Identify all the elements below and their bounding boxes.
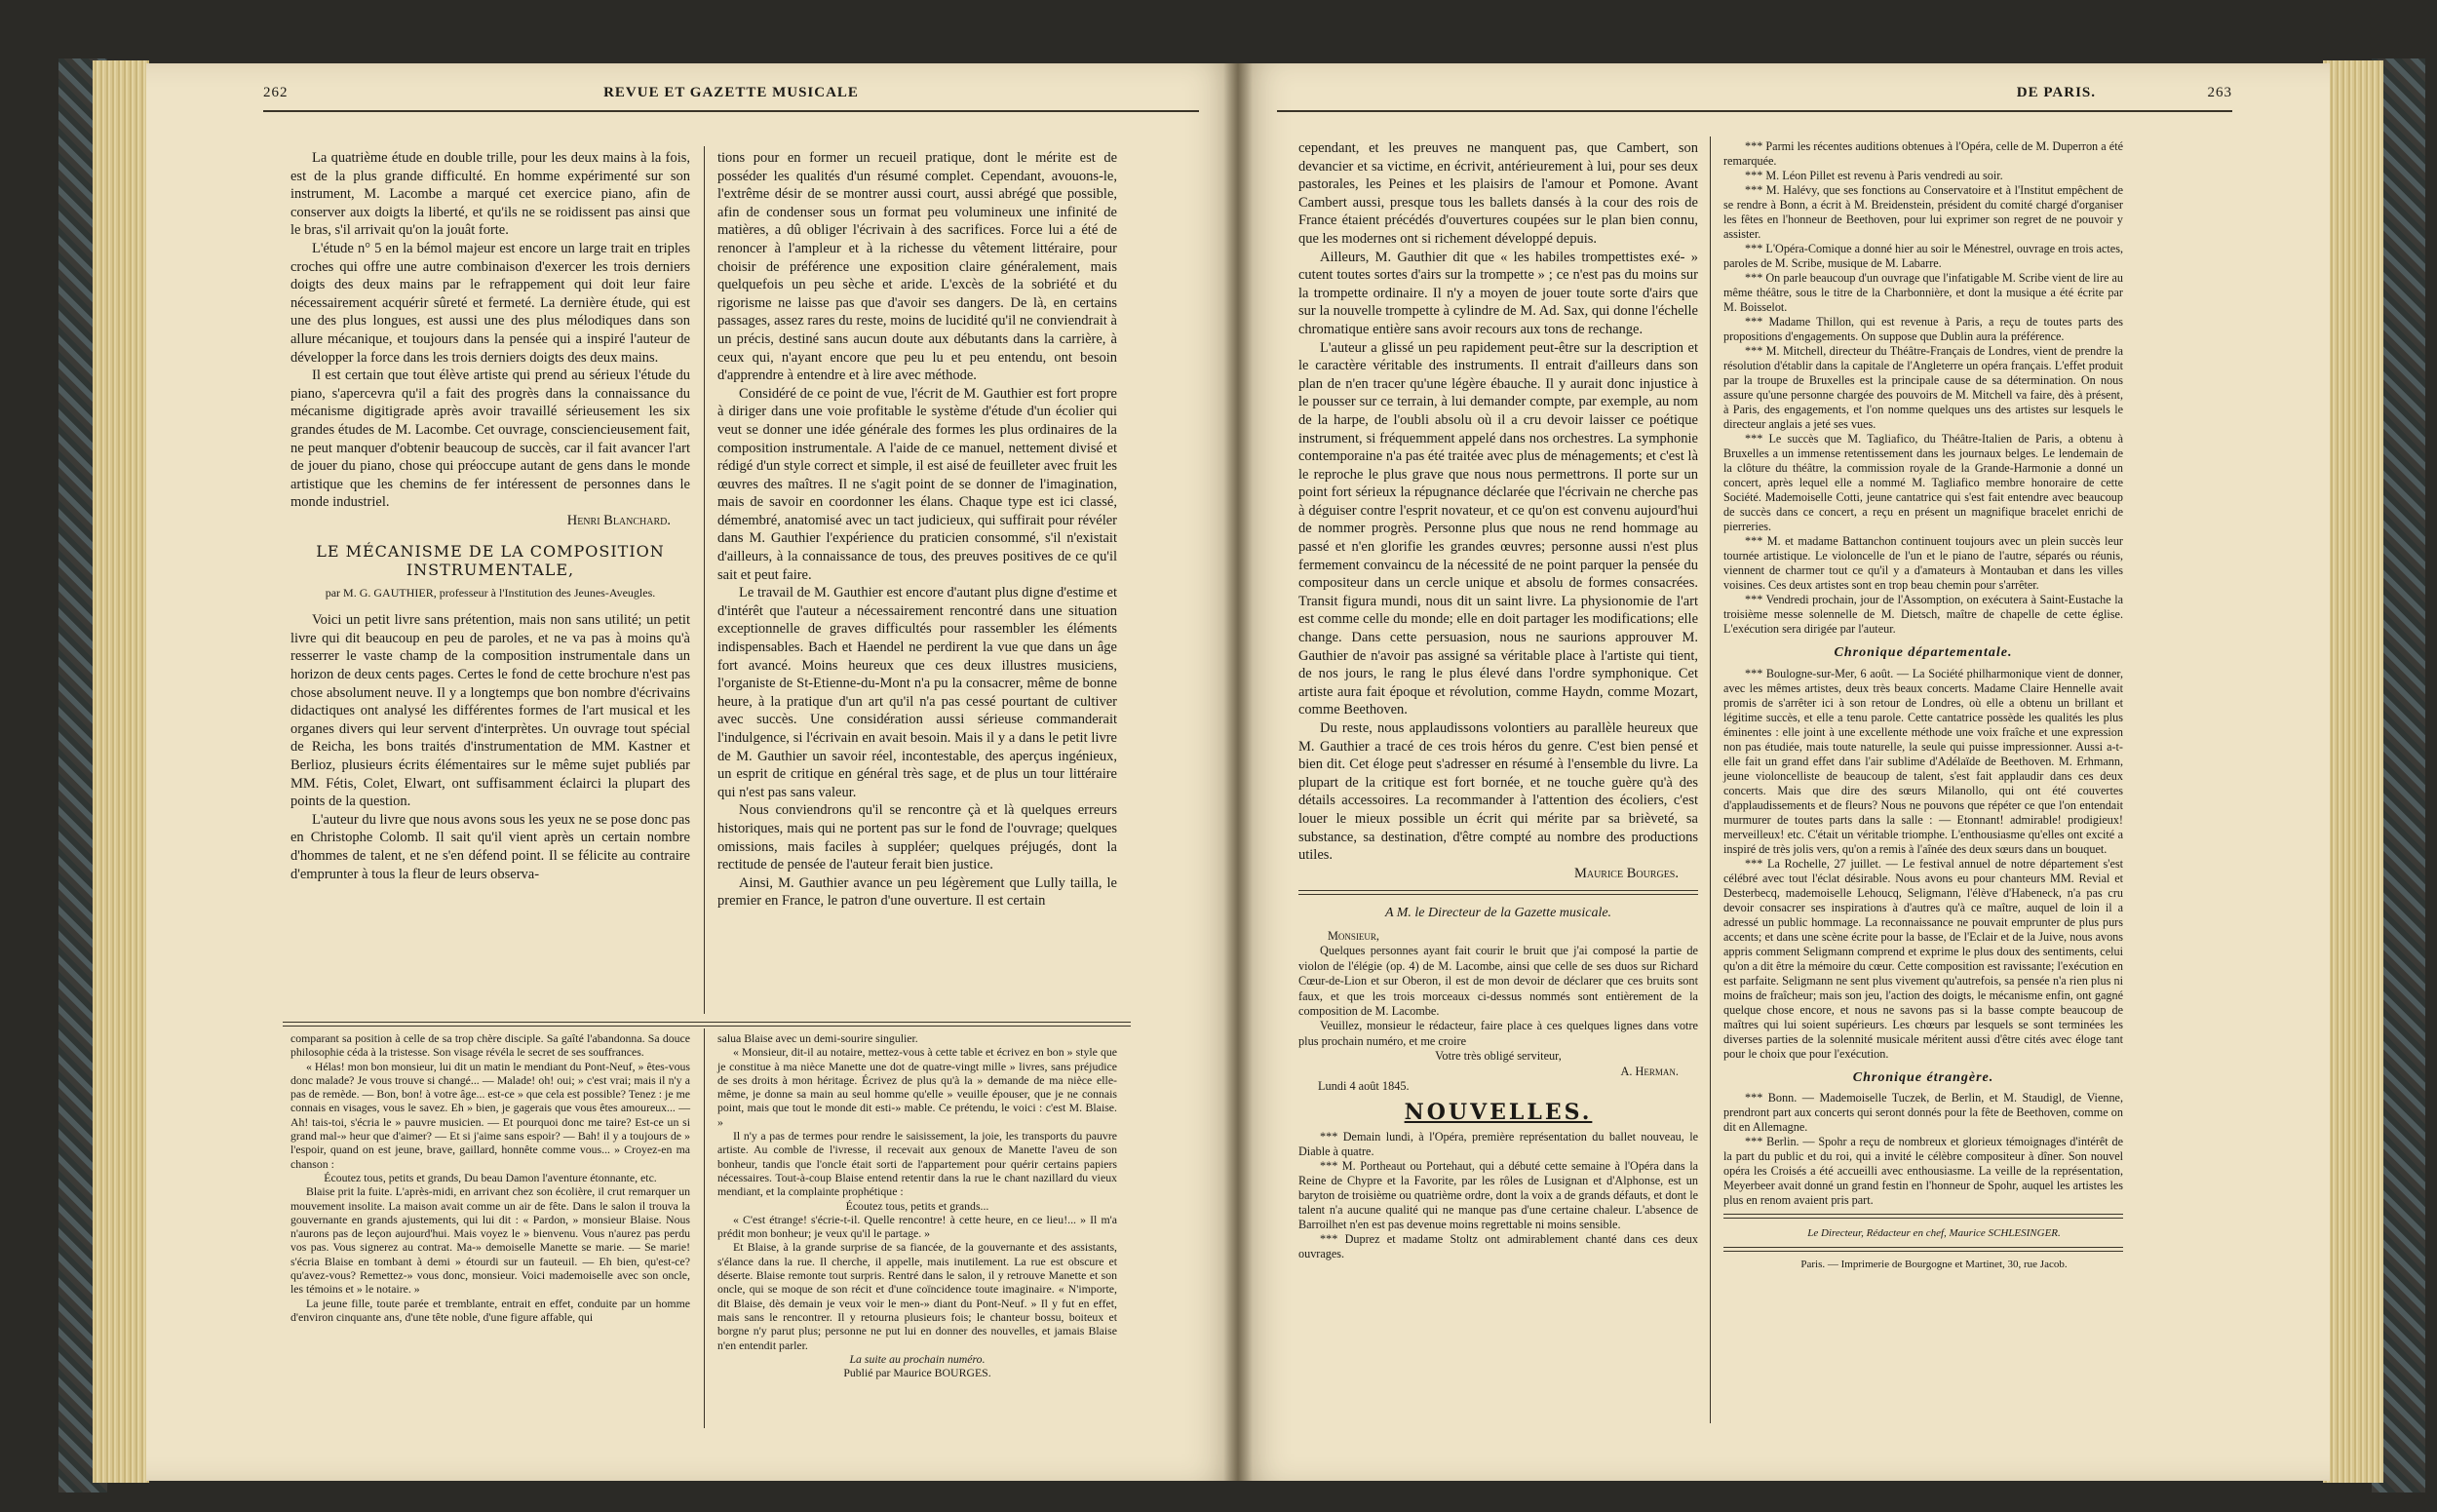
paragraph: Il n'y a pas de termes pour rendre le saisissement, la joie, les transports du pauvre artiste. Au comble de l'ivresse, il recevait aux genoux de Manette l'aveu de son bonheur, tandis que l'oncle était sorti de l'appartement pour quérir certains papiers nécessaires. Tout-à-coup Blaise entend retentir dans la rue le chant nazillard du vieux mendiant, et la complainte prophétique : — [717, 1129, 1117, 1199]
paragraph: Ainsi, M. Gauthier avance un peu légèrement que Lully tailla, le premier en France, le patron d'une ouverture. Il est certain — [717, 874, 1117, 910]
news-item: *** L'Opéra-Comique a donné hier au soir le Ménestrel, ouvrage en trois actes, paroles de M. Scribe, musique de M. Labarre. — [1723, 242, 2123, 270]
news-item: *** Parmi les récentes auditions obtenues à l'Opéra, celle de M. Duperron a été remarquée. — [1723, 139, 2123, 168]
running-title: DE PARIS. — [2016, 85, 2096, 100]
paragraph: Voici un petit livre sans prétention, mais non sans utilité; un petit livre qui dit beaucoup en peu de paroles, et ne va pas à moins qu'à resserrer le vaste champ de la composition instrumentale dans un horizon de deux cents pages. Certes le fond de cette brochure n'est pas chose absolument neuve. Il y a longtemps que bon nombre d'écrivains didactiques ont analysé les différentes formes de l'art musical et les organes divers qui leur servent d'interprètes. Un ouvrage tout spécial de Reicha, les bons traités d'instrumentation de MM. Kastner et Berlioz, plusieurs écrits élémentaires sur le même sujet publiés par MM. Fétis, Colet, Elwart, ont suffisamment éclairci la plupart des points de la question. — [290, 612, 690, 810]
news-item: *** Berlin. — Spohr a reçu de nombreux et glorieux témoignages d'intérêt de la part du public et du roi, qui a invité le célèbre compositeur à dîner. Son nouvel opéra les Croisés a été accueilli avec enthousiasme. La veille de la représentation, Meyerbeer avait donné un grand festin en l'honneur de Spohr, auquel les artistes les plus en renom avaient pris part. — [1723, 1135, 2123, 1208]
news-heading: NOUVELLES. — [1404, 1100, 1593, 1126]
signature: Henri Blanchard. — [566, 512, 671, 528]
imprint-line: Paris. — Imprimerie de Bourgogne et Martinet, 30, rue Jacob. — [1800, 1258, 2068, 1270]
paragraph: La quatrième étude en double trille, pour les deux mains à la fois, est de la plus grande difficulté. En homme expérimenté sur son instrument, M. Lacombe a marqué cet exercice piano, afin de conserver aux doigts la liberté, et qu'ils ne se roidissent pas ainsi que le bras, s'il arrivait qu'on la jouât forte. — [290, 150, 690, 239]
left-column-1 — [290, 149, 690, 883]
editor-line: Le Directeur, Rédacteur en chef, Maurice SCHLESINGER. — [1807, 1227, 2061, 1240]
news-item: *** M. Portheaut ou Portehaut, qui a débuté cette semaine à l'Opéra dans la Reine de Chypre et la Favorite, par les rôles de Lusignan et d'Alphonse, est un baryton de troisième ou quatrième ordre, dont la voix a de grands défauts, et dont le talent n'a aucune qualité qui ne manque pas d'une certaine chaleur. L'absence de Barroilhet n'en est pas devenue moins regrettable ni moins sensible. — [1298, 1159, 1698, 1231]
article-title: LE MÉCANISME DE LA COMPOSITION INSTRUMENTALE, — [316, 542, 665, 580]
salutation: Monsieur, — [1328, 928, 1380, 943]
news-item: *** M. Mitchell, directeur du Théâtre-Français de Londres, vient de prendre la résolution d'établir dans la capitale de l'Angleterre un opéra français. L'effet produit par la troupe de Bruxelles est la principale cause de sa détermination. On nous assure qu'une personne chargée des pouvoirs de M. Mitchell va faire, dès à présent, à Paris, des engagements, et l'on nomme quelques uns des artistes sur lesquels le directeur anglais a jeté ses vues. — [1723, 344, 2123, 431]
right-page — [1238, 63, 2330, 1481]
news-item: *** Boulogne-sur-Mer, 6 août. — La Société philharmonique vient de donner, avec les mêmes artistes, deux très beaux concerts. Madame Claire Hennelle avait promis de s'arrêter ici à son retour de Londres, où elle a obtenu un brillant et légitime succès, et elle a tenu parole. Cette cantatrice possède les qualités les plus éminentes : elle joint à une excellente méthode une voix fraîche et une expression non pas étudiée, mais toute naturelle, la seule qui puisse impressionner. Aussi a-t-elle fait un grand effet dans l'air sublime d'Adélaïde de Beethoven. M. Erhmann, jeune violoncelliste de beaucoup de talent, s'est fait applaudir dans ces deux concerts. Mais que dire des sœurs Milanollo, qui ont été couvertes d'applaudissements et de fleurs? Nous ne pouvons que répéter ce que l'on entendait murmurer de toutes parts dans la salle : — Etonnant! admirable! prodigieux! merveilleux! etc. C'était un véritable triomphe. L'enthousiasme qu'elles ont excité a inspiré de très jolis vers, qu'on a remis à l'aînée des deux sœurs dans un bouquet. — [1723, 666, 2123, 856]
right-column-1 — [1298, 139, 1698, 1261]
news-item: *** Vendredi prochain, jour de l'Assomption, on exécutera à Saint-Eustache la troisième messe solennelle de M. Dietsch, maître de chapelle de cette église. L'exécution sera dirigée par l'auteur. — [1723, 593, 2123, 636]
page-number: 262 — [263, 85, 289, 100]
publisher-line: Publié par Maurice BOURGES. — [843, 1366, 991, 1380]
letter — [1298, 929, 1698, 1094]
paragraph: comparant sa position à celle de sa trop chère disciple. Sa gaîté l'abandonna. Sa douce philosophie céda à la tristesse. Son visage révéla le secret de ses souffrances. — [290, 1031, 690, 1060]
book-gutter — [1223, 63, 1253, 1481]
section-rule — [1723, 1247, 2123, 1252]
paragraph: « Monsieur, dit-il au notaire, mettez-vous à cette table et écrivez en bon » style que je constitue à ma nièce Manette une dot de quatre-vingt mille » livres, sans préjudice de ses droits à mon héritage. Écrivez de plus qu'à la » demande de ma nièce elle-même, je donne sa main au seul homme qu'elle » veuille épouser, que je ne connais point, mais que tout le monde dit esti-» mable. Ce prétendu, le voici : c'est M. Blaise. » — [717, 1045, 1117, 1129]
paragraph: L'étude n° 5 en la bémol majeur est encore un large trait en triples croches qui offre une autre combinaison d'exercer les trois derniers doigts des deux mains par le refrappement qui doit leur faire nécessairement acquérir sûreté et fermeté. La dernière étude, qui est une des plus longues, est aussi une des plus mélodiques dans son allure mécanique, et toujours dans la pensée qui a inspiré l'auteur de développer la force dans les trois derniers doigts des deux mains. — [290, 240, 690, 366]
paragraph: Du reste, nous applaudissons volontiers au parallèle heureux que M. Gauthier a tracé de ces trois héros du genre. C'est bien pensé et bien dit. Cet éloge peut s'adresser en résumé à l'ensemble du livre. La plupart de la critique est fort bornée, et ne touche guère qu'à des détails accessoires. La recommander à l'attention des écoliers, c'est louer le mieux possible un écrit qui mérite par sa brièveté, sa substance, sa destination, d'être compté au nombre des productions utiles. — [1298, 720, 1698, 864]
running-title: REVUE ET GAZETTE MUSICALE — [603, 85, 859, 100]
verse: Écoutez tous, petits et grands, Du beau Damon l'aventure étonnante, etc. — [324, 1170, 657, 1184]
paragraph: Nous conviendrons qu'il se rencontre çà et là quelques erreurs historiques, mais qui ne portent pas sur le fond de l'ouvrage; quelques omissions, mais faciles à suppléer; quelques préjugés, dont la rectitude de pensée de l'auteur ferait bien justice. — [717, 802, 1117, 873]
column-divider — [1710, 136, 1711, 1423]
to-be-continued: La suite au prochain numéro. — [849, 1351, 986, 1366]
right-page-header — [1277, 85, 2232, 110]
paragraph: Il est certain que tout élève artiste qui prend au sérieux l'étude du piano, s'apercevra qu'il a fait des progrès dans la connaissance du mécanisme digitigrade après avoir travaillé sérieusement les six grandes études de M. Lacombe. Cet ouvrage, consciencieusement fait, ne peut manquer d'obtenir beaucoup de succès, car il fait avancer l'art de jouer du piano, chose qui préoccupe autant de gens dans le monde artistique que les chemins de fer intéressent de personnes dans le monde industriel. — [290, 368, 690, 511]
left-page — [146, 63, 1238, 1481]
paragraph: Considéré de ce point de vue, l'écrit de M. Gauthier est fort propre à diriger dans une voie profitable le système d'étude d'un écolier qui veut se donner une idée générale des formes les plus ordinaires de la composition instrumentale. A l'aide de ce manuel, nettement divisé et rédigé d'un style correct et simple, il est aisé de feuilleter avec fruit les œuvres des maîtres. Il ne s'agit point de se donner de l'imagination, mais de savoir en coordonner les élans. Chaque type est ici classé, démembré, anatomisé avec un tact judicieux, qui suffirait pour révéler dans M. Gauthier l'expérience du praticien consommé, s'il n'existait d'ailleurs, à la connaissance de tous, des preuves positives de ce qu'il sait et peut faire. — [717, 385, 1117, 583]
page-number: 263 — [2207, 85, 2232, 100]
signature: Maurice Bourges. — [1573, 865, 1679, 881]
chronique-etrangere-heading: Chronique étrangère. — [1852, 1069, 1994, 1085]
news-item: *** M. Léon Pillet est revenu à Paris vendredi au soir. — [1745, 169, 2003, 182]
column-divider — [704, 146, 705, 1014]
news-item: *** Duprez et madame Stoltz ont admirablement chanté dans ces deux ouvrages. — [1298, 1232, 1698, 1260]
feuilleton-column-2 — [717, 1031, 1117, 1379]
paragraph: L'auteur a glissé un peu rapidement peut-être sur la description et le caractère véritable des instruments. Il entrait d'ailleurs dans son plan de n'en tracer qu'une légère ébauche. Il y aurait donc injustice à le pousser sur ce terrain, à lui demander compte, par exemple, au nom de la harpe, de l'oubli absolu où il a cru devoir laisser ce poétique instrument, si fréquemment appelé dans nos orchestres. La symphonie contemporaine n'a pas été traitée avec plus de ménagements; et c'est là le reproche le plus grave que nous nous permettrons. Il porte sur un point fort sérieux la répugnance déclarée que l'écrivain ne cherche pas à déguiser contre l'esprit novateur, et ce qu'on est convenu aujourd'hui de nommer progrès. Personne plus que nous ne rend hommage au passé et n'en glorifie les grandes œuvres; personne aussi n'est plus fermement convaincu de la nécessité de ne point parquer la pensée du compositeur dans un cercle unique et absolu de formes consacrées. Transit figura mundi, nous dit un saint livre. La physionomie de l'art est comme celle du monde; elle en doit partager les modifications; elle change. Dans cette persuasion, nous ne saurions approuver M. Gauthier de n'avoir pas assigné sa véritable place à l'artiste qui tient, de nos jours, le rang le plus élevé dans l'ordre symphonique. Cet artiste aura fait époque et révolution, comme Haydn, comme Mozart, comme Beethoven. — [1298, 339, 1698, 718]
paragraph: Le travail de M. Gauthier est encore d'autant plus digne d'estime et d'intérêt que l'auteur a nécessairement rencontré dans une situation exceptionnelle de graves difficultés pour rassembler les éléments indispensables. Bach et Haendel ne perdirent la vue que dans un âge fort avancé. Moins heureux que ces deux illustres musiciens, l'organiste de St-Etienne-du-Mont n'a pu la consacrer, même de bonne heure, à la pratique d'un art qu'il n'a pas cessé pourtant de cultiver avec succès. Une considération aussi sérieuse commanderait l'indulgence, si l'écrivain en avait besoin. Mais il y a dans le petit livre de M. Gauthier un savoir réel, incontestable, des aperçus ingénieux, un esprit de critique en général très sage, et de plus un tour littéraire qui n'est pas sans valeur. — [717, 585, 1117, 800]
chronique-departementale-heading: Chronique départementale. — [1834, 645, 2013, 660]
news-item: *** On parle beaucoup d'un ouvrage que l'infatigable M. Scribe vient de lire au même théâtre, sous le titre de la Charbonnière, et dont la musique a été écrite par M. Boisselot. — [1723, 271, 2123, 314]
news-item: *** Madame Thillon, qui est revenue à Paris, a reçu de toutes parts des propositions d'engagements. On suppose que Dublin aura la préférence. — [1723, 315, 2123, 343]
right-column-2 — [1723, 139, 2123, 1273]
left-page-header — [263, 85, 1199, 110]
letter-title: A M. le Directeur de la Gazette musicale. — [1384, 906, 1612, 921]
letter-date: Lundi 4 août 1845. — [1318, 1079, 1410, 1093]
header-rule — [1277, 110, 2232, 112]
news-item: *** Bonn. — Mademoiselle Tuczek, de Berlin, et M. Staudigl, de Vienne, prendront part aux concerts qui seront donnés pour la fête de Beethoven, comme on dit en Allemagne. — [1723, 1091, 2123, 1135]
paragraph: Quelques personnes ayant fait courir le bruit que j'ai composé la partie de violon de l'élégie (op. 4) de M. Lacombe, ainsi que celle de ses duos sur Richard Cœur-de-Lion et sur Oberon, il est de mon devoir de déclarer que ces bruits sont faux, et que les trois morceaux ci-dessus nommés sont entièrement de la composition de M. Lacombe. — [1298, 944, 1698, 1018]
feuilleton-column-1 — [290, 1031, 690, 1324]
news-item: *** M. et madame Battanchon continuent toujours avec un plein succès leur tournée artistique. Le violoncelle de l'un et le piano de l'autre, séparés ou réunis, viennent de charmer tout ce qu'il y a d'amateurs à Montauban et dans les villes voisines. Ces deux artistes sont en trop beau chemin pour s'arrêter. — [1723, 534, 2123, 592]
header-rule — [263, 110, 1199, 112]
paragraph: L'auteur du livre que nous avons sous les yeux ne se pose donc pas en Christophe Colomb. Il sait qu'il vient après un certain nombre d'hommes de talent, et ne s'en défend point. Il se félicite au contraire d'emprunter à tous la fleur de leurs observa- — [290, 811, 690, 882]
news-item: *** Demain lundi, à l'Opéra, première représentation du ballet nouveau, le Diable à quatre. — [1298, 1130, 1698, 1158]
paragraph: Veuillez, monsieur le rédacteur, faire place à ces quelques lignes dans votre plus prochain numéro, et me croire — [1298, 1019, 1698, 1048]
paragraph: tions pour en former un recueil pratique, dont le mérite est de posséder les qualités d'un résumé complet. Cependant, avouons-le, l'extrême désir de se montrer aussi court, aussi abrégé que possible, afin de condenser sous un format peu volumineux une infinité de matières, a dû obliger l'écrivain à des sacrifices. Force lui a été de renoncer à l'ampleur et à la richesse du vêtement littéraire, pour choisir de préférence une exposition claire généralement, mais quelquefois un peu sèche et aride. L'excès de la sobriété et du rigorisme ne laisse pas que d'avoir ses dangers. De là, en certains passages, assez rares du reste, moins de lucidité qu'il ne conviendrait à un précis, destiné sans aucun doute aux débutants dans la carrière, à ceux qui, n'ayant encore que peu lu et peu entendu, ont besoin d'apprendre à entendre et à lire avec méthode. — [717, 150, 1117, 384]
news-item: *** La Rochelle, 27 juillet. — Le festival annuel de notre département s'est célébré avec tout l'éclat désirable. Nous avons eu pour chanteurs MM. Revial et Desterbecq, mademoiselle Lehoucq, Seligmann, l'élève d'Habeneck, n'a pas cru devoir consacrer ses inspirations à d'autres qu'à ce maître, auquel de loin il a adressé un public hommage. La reconnaissance ne pouvait emprunter de plus purs accents; et dans une scène écrite pour la basse, de l'Eclair et de la Juive, nous avons appris comment Seligmann comprend et exprime le plus doux des sentiments, celui qu'on a dit être la mémoire du cœur. Cette composition est ravissante; l'exécution en est parfaite. Seligmann ne sent plus vivement qu'autrefois, sa pensée n'a rien plus ni moins de fraîcheur; mais son jeu, l'action des doigts, le mécanisme enfin, ont gagné quelque chose encore, et nous ne savons pas si la basse compte beaucoup de maîtres qui lui soient supérieurs. Les chœurs par lesquels se sont terminées les diverses parties de la solennité musicale méritent aussi d'être cités avec éloge tant pour le choix que pour l'exécution. — [1723, 856, 2123, 1061]
news-item: *** M. Halévy, que ses fonctions au Conservatoire et à l'Institut empêchent de se rendre à Bonn, a écrit à M. Breidenstein, président du comité chargé d'organiser les fêtes en l'honneur de Beethoven, pour lui exprimer son regret de ne pouvoir y assister. — [1723, 183, 2123, 241]
paragraph: « Hélas! mon bon monsieur, lui dit un matin le mendiant du Pont-Neuf, » êtes-vous donc malade? Je vous trouve si changé... — Malade! oh! oui; » c'est vrai; mais il n'y a pas de remède. — Bon, bon! à votre âge... est-ce » que cela est possible? Tenez : je me connais en visages, vous le savez. Eh » bien, je gagerais que vous êtes amoureux... — Ah! tais-toi, s'écria le » pauvre musicien. — Et pourquoi donc me taire? Est-ce un si grand mal-» heur que d'aimer? — Et si j'aime sans espoir? — Bah! il y a toujours de » l'espoir, quand on est jeune, brave, gaillard, honnête comme vous... » Croyez-en ma chanson : — [290, 1059, 690, 1171]
paragraph: Et Blaise, à la grande surprise de sa fiancée, de la gouvernante et des assistants, s'élance dans la rue. Il cherche, il appelle, mais inutilement. La rue est obscure et déserte. Blaise remonte tout surpris. Rentré dans le salon, il y retrouve Manette et son oncle, qui se moque de son récit et d'une coïncidence toute imaginaire. « N'importe, dit Blaise, dès demain je veux voir le men-» diant du Pont-Neuf. » Il y fut en effet, mais sans le rencontrer. Il y retourna plusieurs fois; le chanteur bossu, boiteux et borgne n'y parut plus; personne ne put lui en donner des nouvelles, et jamais Blaise n'en entendit parler. — [717, 1240, 1117, 1352]
paragraph: Ailleurs, M. Gauthier dit que « les habiles trompettistes exé- » cutent toutes sortes d'airs sur la trompette » ; ce n'est pas du moins sur la trompette ordinaire. Il n'y a moyen de jouer toute sorte d'airs que sur la nouvelle trompette à cylindre de M. Ad. Sax, qui donne l'échelle chromatique entière sans avoir recours aux tons de rechange. — [1298, 249, 1698, 337]
article-byline: par M. G. GAUTHIER, professeur à l'Institution des Jeunes-Aveugles. — [325, 585, 656, 600]
column-divider — [704, 1028, 705, 1428]
feuilleton-rule — [283, 1022, 1131, 1027]
paragraph: salua Blaise avec un demi-sourire singulier. — [717, 1031, 918, 1045]
left-column-2 — [717, 149, 1117, 911]
paragraph: Blaise prit la fuite. L'après-midi, en arrivant chez son écolière, il crut remarquer un mouvement insolite. La maison avait comme un air de fête. Dans le salon il trouva la gouvernante en grands ajustements, qui lui dit : « Pardon, » monsieur Blaise. Nous n'aurons pas de leçon aujourd'hui. Mais voyez le » bienvenu. Vous n'aurez pas perdu vos pas. Vous signerez au contrat. Ma-» demoiselle Manette se marie. — Se marie! s'écria Blaise en tombant à demi » étourdi sur un fauteuil. — Eh bien, qu'est-ce? qu'avez-vous? Remettez-» vous donc, monsieur. Voici mademoiselle avec son oncle, les témoins et » le notaire. » — [290, 1184, 690, 1297]
verse: Écoutez tous, petits et grands... — [845, 1198, 989, 1213]
paragraph: cependant, et les preuves ne manquent pas, que Cambert, son devancier et sa victime, en écrivit, antérieurement à lui, pour ses deux pastorales, les Peines et les plaisirs de l'amour et Pomone. Avant Cambert aussi, presque tous les ballets dansés à la cour des rois de France étaient précédés d'ouvertures coupées sur le plan bien connu, que les modernes ont si richement développé depuis. — [1298, 140, 1698, 247]
letter-signature: A. Herman. — [1620, 1064, 1679, 1078]
paragraph: « C'est étrange! s'écrie-t-il. Quelle rencontre! à cette heure, en ce lieu!... » Il m'a prédit mon bonheur; je veux qu'il le partage. » — [717, 1212, 1117, 1241]
page-edges-left — [93, 60, 149, 1483]
section-rule — [1298, 890, 1698, 895]
page-edges-right — [2323, 60, 2383, 1483]
letter-close: Votre très obligé serviteur, — [1435, 1049, 1562, 1064]
news-item: *** Le succès que M. Tagliafico, du Théâtre-Italien de Paris, a obtenu à Bruxelles a un immense retentissement dans les journaux belges. Le lendemain de la clôture du théâtre, la commission royale de la Grande-Harmonie a donné un concert, après lequel elle a nommé M. Tagliafico membre honoraire de cette Société. Mademoiselle Cotti, jeune cantatrice qui s'est fait entendre avec beaucoup de succès dans ce concert, a reçu en présent un magnifique bracelet enrichi de pierreries. — [1723, 432, 2123, 533]
section-rule — [1723, 1214, 2123, 1219]
paragraph: La jeune fille, toute parée et tremblante, entrait en effet, conduite par un homme d'environ cinquante ans, d'une tête noble, d'une figure affable, qui — [290, 1296, 690, 1324]
